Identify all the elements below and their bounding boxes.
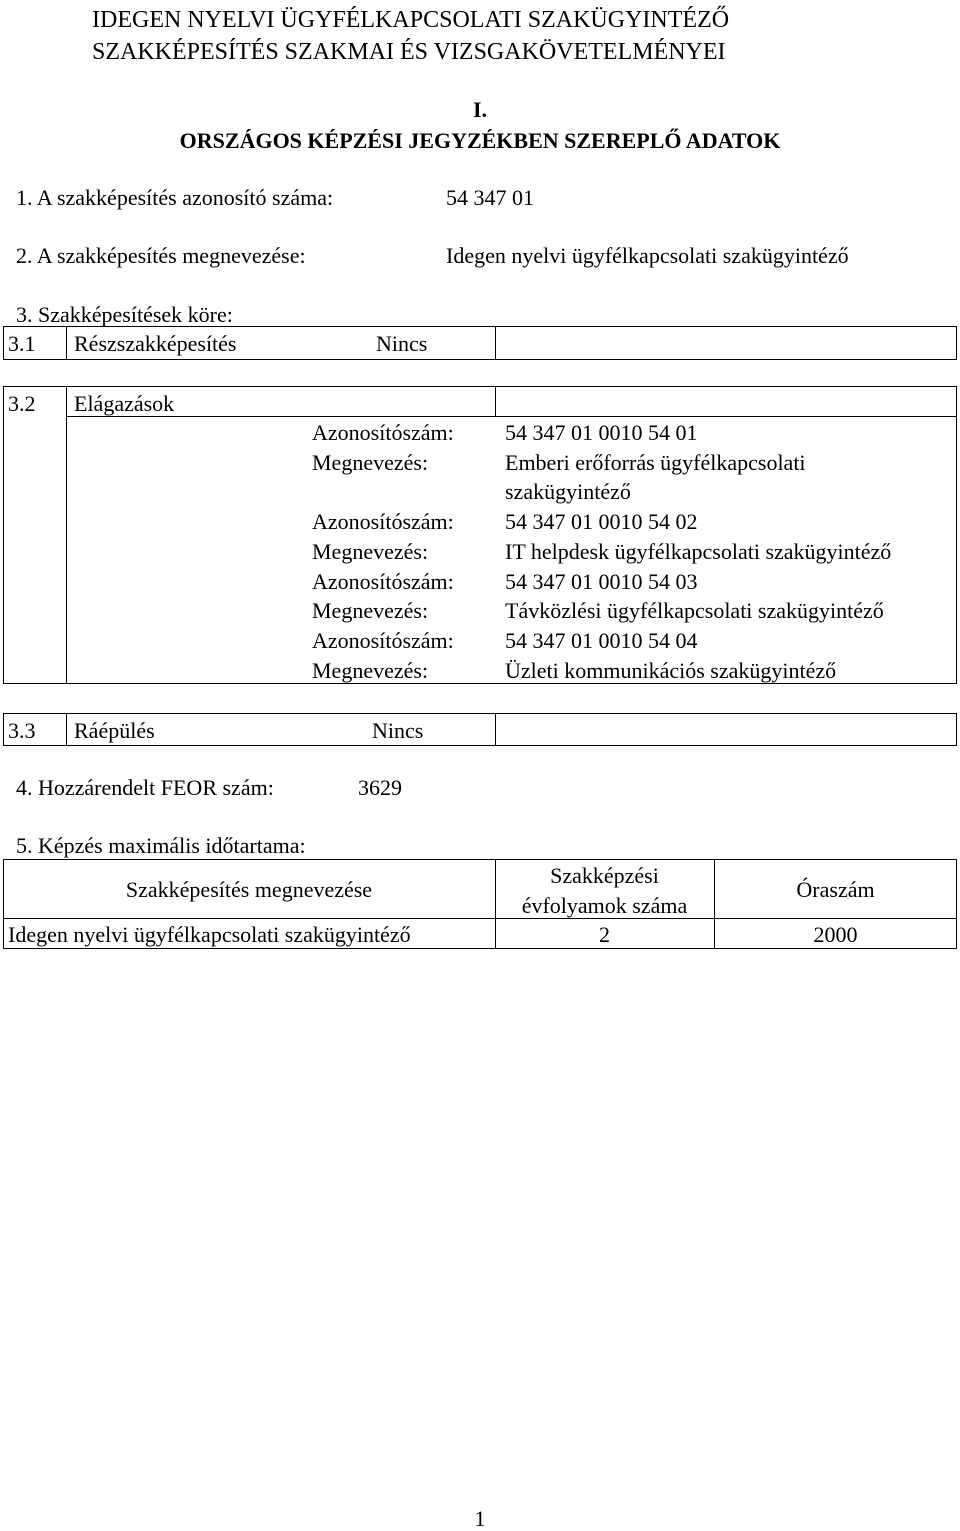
item-4-value: 3629 — [358, 775, 402, 800]
row-hours: 2000 — [813, 922, 858, 947]
branch-3-name-label: Megnevezés: — [312, 598, 429, 623]
partial-qualification-number: 3.1 — [8, 331, 36, 356]
branch-1-name-label: Megnevezés: — [312, 450, 429, 475]
header-qualification-name: Szakképesítés megnevezése — [125, 877, 373, 902]
branch-3-id: 54 347 01 0010 54 03 — [505, 569, 698, 594]
item-4-label: 4. Hozzárendelt FEOR szám: — [16, 775, 274, 800]
header-grades-line2: évfolyamok száma — [521, 893, 688, 918]
branch-4-id-label: Azonosítószám: — [312, 628, 454, 653]
header-hours: Óraszám — [796, 877, 875, 902]
branches-label: Elágazások — [74, 391, 175, 416]
branch-4-name: Üzleti kommunikációs szakügyintéző — [505, 658, 837, 683]
branch-4-id: 54 347 01 0010 54 04 — [505, 628, 698, 653]
branch-2-name-label: Megnevezés: — [312, 539, 429, 564]
branch-1-id-label: Azonosítószám: — [312, 420, 454, 445]
branch-3-id-label: Azonosítószám: — [312, 569, 454, 594]
buildup-number: 3.3 — [8, 718, 36, 743]
branch-3-name: Távközlési ügyfélkapcsolati szakügyintéző — [505, 598, 884, 623]
branch-4-name-label: Megnevezés: — [312, 658, 429, 683]
item-2-label: 2. A szakképesítés megnevezése: — [16, 243, 306, 268]
branch-1-name-cont: szakügyintéző — [505, 479, 631, 504]
section-number: I. — [472, 97, 488, 122]
branch-1-id: 54 347 01 0010 54 01 — [505, 420, 698, 445]
branch-2-name: IT helpdesk ügyfélkapcsolati szakügyintéző — [505, 539, 892, 564]
document-title-line2: SZAKKÉPESÍTÉS SZAKMAI ÉS VIZSGAKÖVETELMÉNYEI — [92, 39, 726, 65]
document-title-line1: IDEGEN NYELVI ÜGYFÉLKAPCSOLATI SZAKÜGYINTÉZŐ — [92, 7, 730, 33]
branch-2-id: 54 347 01 0010 54 02 — [505, 509, 698, 534]
partial-qualification-value: Nincs — [376, 331, 428, 356]
partial-qualification-label: Részszakképesítés — [74, 331, 237, 356]
row-grades: 2 — [599, 922, 610, 947]
branch-2-id-label: Azonosítószám: — [312, 509, 454, 534]
buildup-label: Ráépülés — [74, 718, 155, 743]
buildup-value: Nincs — [372, 718, 424, 743]
item-1-value: 54 347 01 — [446, 185, 534, 210]
branches-number: 3.2 — [8, 391, 36, 416]
page-number: 1 — [474, 1506, 486, 1531]
item-3-label: 3. Szakképesítések köre: — [16, 302, 233, 327]
item-2-value: Idegen nyelvi ügyfélkapcsolati szakügyintéző — [446, 243, 849, 268]
section-title: ORSZÁGOS KÉPZÉSI JEGYZÉKBEN SZEREPLŐ ADATOK — [179, 128, 781, 153]
item-1-label: 1. A szakképesítés azonosító száma: — [16, 185, 334, 210]
row-qualification-name: Idegen nyelvi ügyfélkapcsolati szakügyintéző — [8, 922, 411, 947]
branch-1-name: Emberi erőforrás ügyfélkapcsolati — [505, 450, 806, 475]
item-5-label: 5. Képzés maximális időtartama: — [16, 833, 306, 858]
header-grades-line1: Szakképzési — [550, 863, 659, 888]
branches-border — [3, 386, 957, 684]
